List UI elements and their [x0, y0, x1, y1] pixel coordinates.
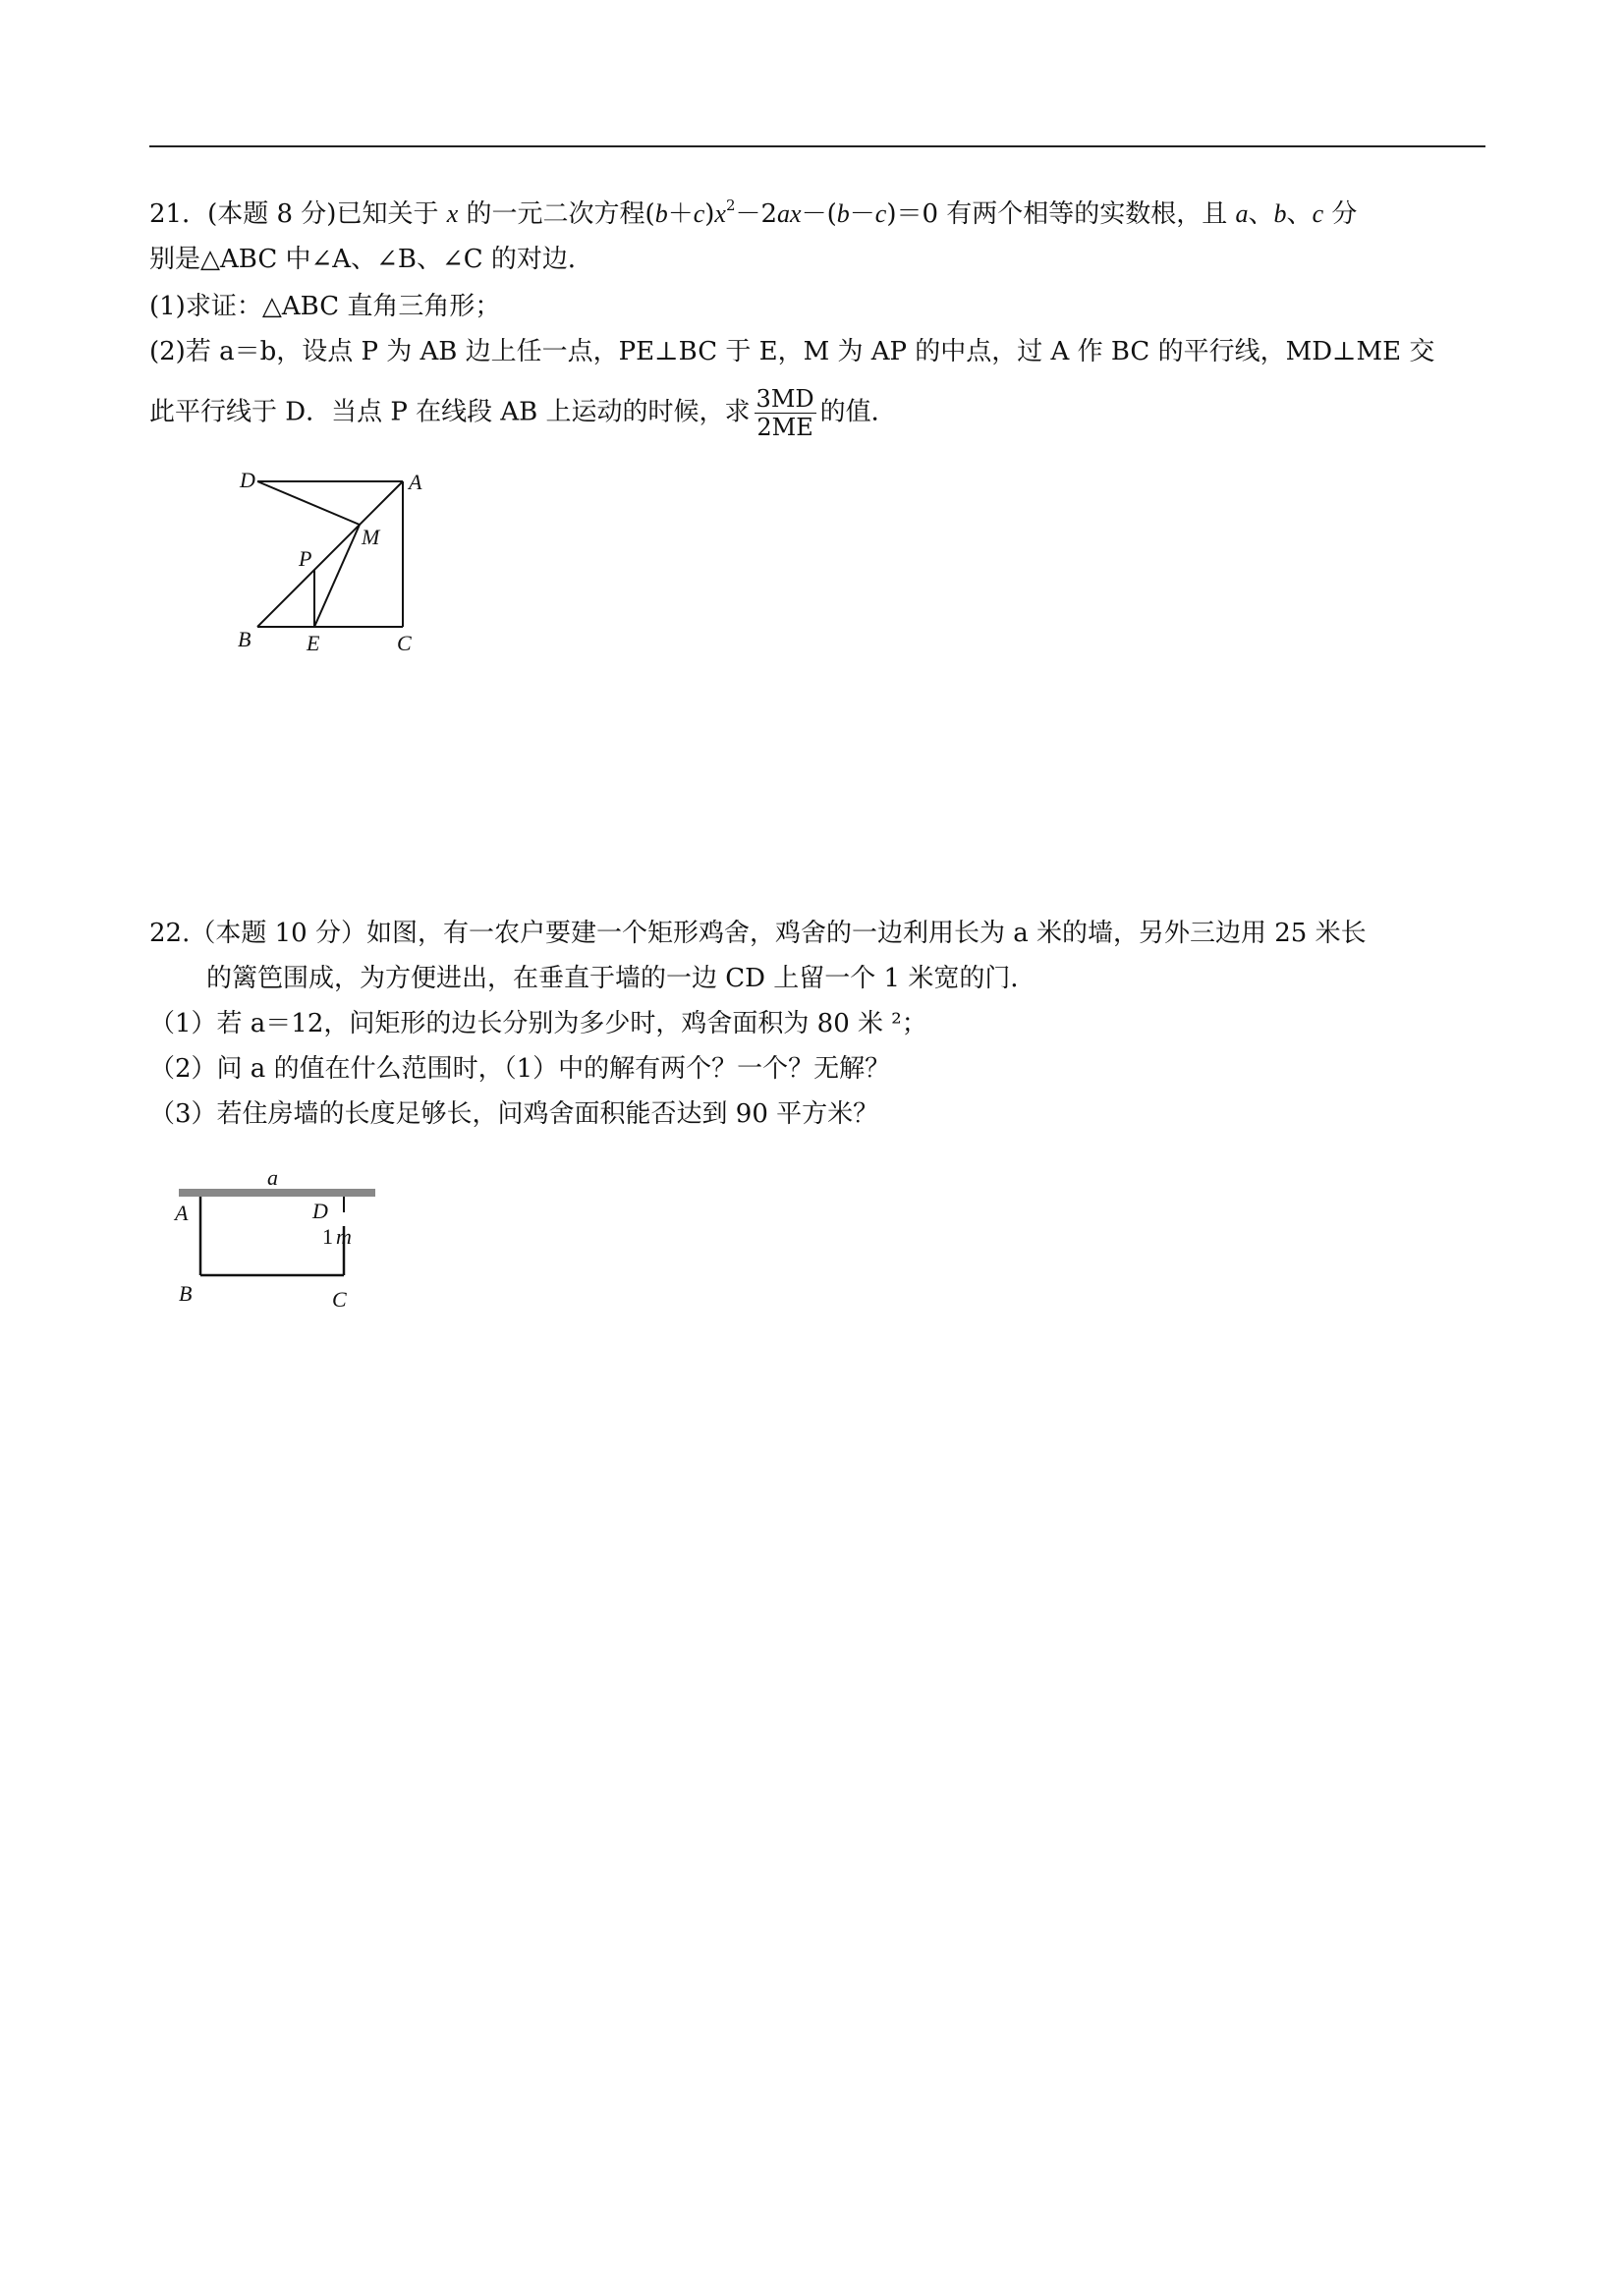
label-door-1: 1 [322, 1224, 333, 1249]
label-B: B [179, 1281, 193, 1306]
label-D: D [312, 1199, 328, 1223]
label-door-m: m [336, 1224, 352, 1249]
q21-line1: 21．(本题 8 分)已知关于 x 的一元二次方程$(b+c)x^2-2ax-(b-c)=0$ 有两个相等的实数根，且 a、b、c 分 [149, 196, 1358, 229]
q22-part3: （3）若住房墙的长度足够长，问鸡舍面积能否达到 90 平方米？ [149, 1099, 879, 1129]
q22-line1: 22.（本题 10 分）如图，有一农户要建一个矩形鸡舍，鸡舍的一边利用长为 a 米的墙，另外三边用 25 米长 [149, 919, 1367, 948]
label-a: a [267, 1165, 278, 1190]
label-E: E [307, 631, 320, 655]
header-rule [149, 145, 1485, 147]
label-M: M [362, 525, 380, 549]
wall [179, 1189, 375, 1197]
q22-line2: 的篱笆围成，为方便进出，在垂直于墙的一边 CD 上留一个 1 米宽的门． [206, 964, 1036, 993]
label-A: A [409, 470, 422, 494]
fraction-3md-2me: $\frac{3MD}{2ME}$ [756, 385, 814, 441]
label-B: B [238, 627, 252, 651]
q22-part2: （2）问 a 的值在什么范围时，（1）中的解有两个？一个？无解？ [149, 1054, 891, 1084]
q21-figure [226, 462, 442, 658]
q22-figure [167, 1165, 383, 1313]
q21-part2-line2: 此平行线于 D．当点 P 在线段 AB 上运动的时候，求 $\frac{3MD}{2ME}$ 的值． [149, 385, 897, 441]
q21-part2-line1: (2)若 a＝b，设点 P 为 AB 边上任一点，PE⊥BC 于 E，M 为 AP 的中点，过 A 作 BC 的平行线，MD⊥ME 交 [149, 337, 1435, 366]
q22-part1: （1）若 a＝12，问矩形的边长分别为多少时，鸡舍面积为 80 米 ²； [149, 1009, 927, 1038]
segment-DM [257, 481, 360, 525]
label-P: P [299, 546, 312, 571]
label-D: D [240, 468, 255, 492]
segment-AB [257, 481, 403, 627]
label-C: C [332, 1287, 347, 1312]
segment-ME [314, 525, 360, 627]
label-A: A [175, 1201, 189, 1225]
label-C: C [397, 631, 412, 655]
q21-line2: 别是△ABC 中∠A、∠B、∠C 的对边． [149, 245, 593, 274]
q21-part1: (1)求证：△ABC 直角三角形； [149, 292, 501, 321]
